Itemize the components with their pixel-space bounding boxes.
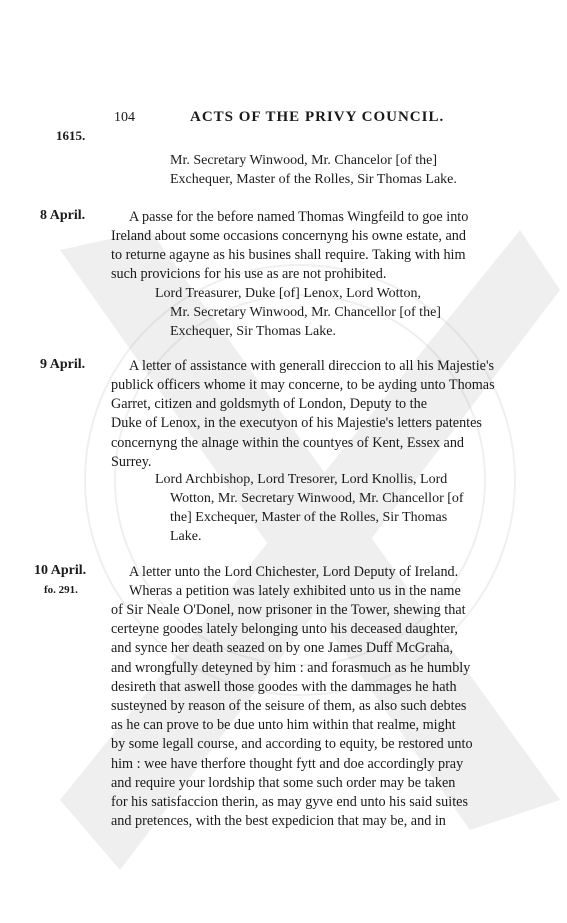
body-line: of Sir Neale O'Donel, now prisoner in the Tower, shewing that [111, 602, 466, 618]
entry-body [129, 582, 461, 601]
attendance-line: Lake. [170, 529, 202, 544]
body-line: publick officers whome it may concerne, to be ayding unto Thomas [111, 377, 495, 393]
attendance-line: the] Exchequer, Master of the Rolles, Sir Thomas [170, 510, 448, 525]
body-line: A passe for the before named Thomas Wingfeild to goe into [129, 209, 469, 225]
body-line: Surrey. [111, 453, 152, 470]
body-line: as he can prove to be due unto him within that realme, might [111, 717, 456, 734]
body-line: Duke of Lenox, in the executyon of his Majestie's letters patentes [111, 415, 482, 432]
body-line: concernyng the alnage within the countyes of Kent, Essex and [111, 434, 465, 451]
body-line: and require your lordship that some such order may be taken [111, 774, 456, 791]
attendance-list [170, 489, 464, 546]
body-line: Garret, citizen and goldsmyth of London, Deputy to the [111, 396, 427, 413]
attendance-line: Exchequer, Sir Thomas Lake. [170, 324, 336, 339]
heading-line: A letter unto the Lord Chichester, Lord Deputy of Ireland. [129, 564, 459, 580]
body-line: susteyned by reason of the seisure of them, as also such debtes [111, 698, 467, 715]
attendance-line: Mr. Secretary Winwood, Mr. Chancelor [of the] [170, 153, 438, 168]
body-line: Ireland about some occasions concernyng his owne estate, and [111, 228, 466, 244]
body-line: and synce her death seazed on by one James Duff McGraha, [111, 640, 454, 657]
attendance-list [155, 470, 447, 489]
body-line: by some legall course, and according to equity, be restored unto [111, 736, 473, 753]
attendance-line: Mr. Secretary Winwood, Mr. Chancellor [of the] [170, 305, 441, 320]
attendance-list [170, 151, 457, 189]
margin-folio: fo. 291. [44, 584, 78, 596]
entry-body [129, 208, 468, 227]
margin-date: 8 April. [40, 208, 86, 223]
attendance-list [155, 284, 421, 303]
entry-heading [129, 563, 458, 582]
body-line: and wrongfully deteyned by him : and forasmuch as he humbly [111, 659, 471, 676]
margin-date: 9 April. [40, 357, 86, 372]
body-line: certeyne goodes lately belonging unto his deceased daughter, [111, 621, 458, 638]
attendance-list [170, 303, 441, 341]
body-line: such provicions for his use as are not prohibited. [111, 266, 387, 283]
attendance-line: Wotton, Mr. Secretary Winwood, Mr. Chancellor [of [170, 491, 464, 506]
body-line: Wheras a petition was lately exhibited unto us in the name [129, 583, 461, 599]
page-number: 104 [114, 110, 135, 125]
body-line: A letter of assistance with generall direccion to all his Majestie's [129, 358, 495, 374]
attendance-line: Lord Archbishop, Lord Tresorer, Lord Knollis, Lord [155, 472, 448, 487]
entry-body [129, 357, 494, 376]
attendance-line: Lord Treasurer, Duke [of] Lenox, Lord Wotton, [155, 286, 421, 301]
body-line: and pretences, with the best expedicion that may be, and in [111, 813, 446, 830]
entry-body [111, 376, 495, 472]
entry-body [111, 601, 473, 831]
body-line: him : wee have therfore thought fytt and doe accordingly pray [111, 755, 464, 772]
margin-year: 1615. [56, 128, 86, 143]
margin-date: 10 April. [34, 563, 87, 578]
body-line: for his satisfaccion therin, as may gyve end unto his said suites [111, 794, 468, 811]
body-line: desireth that aswell those goodes with the dammages he hath [111, 678, 457, 695]
entry-body [111, 227, 466, 285]
body-line: to returne agayne as his busines shall require. Taking with him [111, 247, 466, 264]
running-head: ACTS OF THE PRIVY COUNCIL. [190, 109, 445, 125]
attendance-line: Exchequer, Master of the Rolles, Sir Thomas Lake. [170, 172, 457, 187]
